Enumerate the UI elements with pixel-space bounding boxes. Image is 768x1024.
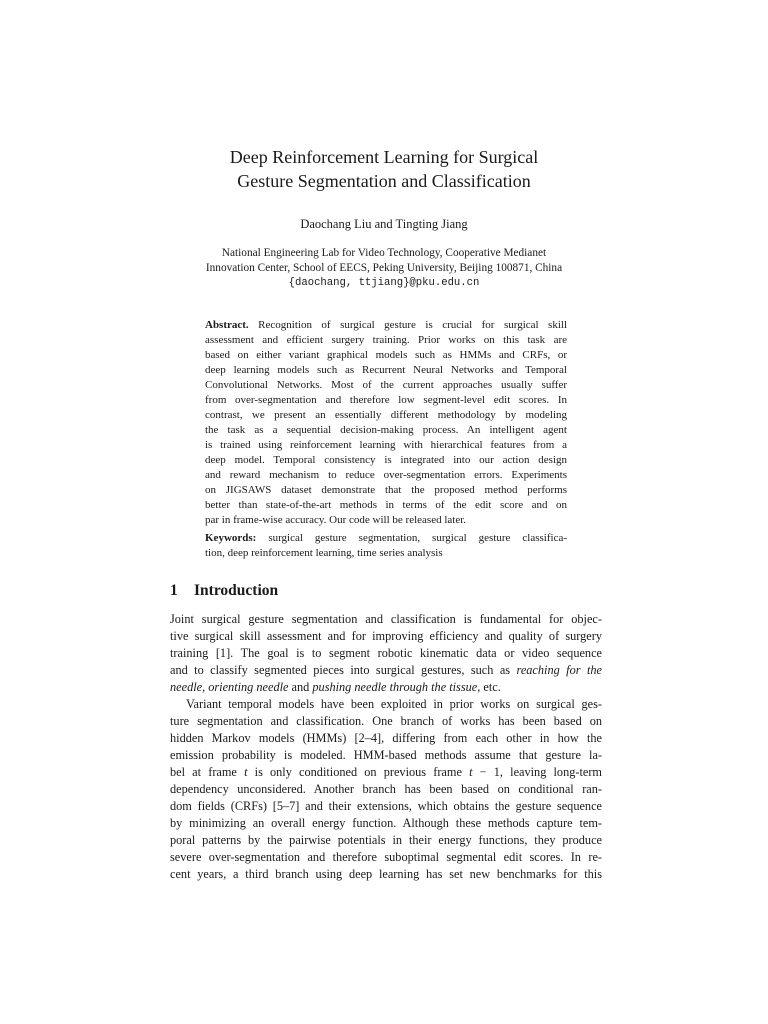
abstract-line: is trained using reinforcement learning with hierarchical features from a <box>205 439 567 451</box>
section-title: Introduction <box>194 582 279 599</box>
abstract-label: Abstract. <box>205 319 249 331</box>
abstract-line: deep learning models such as Recurrent Neural Networks and Temporal <box>205 364 567 376</box>
body-line: bel at frame t is only conditioned on previous frame t − 1, leaving long-term <box>170 765 602 779</box>
keywords <box>205 531 567 561</box>
body-line: and to classify segmented pieces into surgical gestures, such as reaching for the <box>170 663 602 677</box>
abstract-line: from over-segmentation and therefore low segment-level edit scores. In <box>205 394 567 406</box>
body-line: by minimizing an overall energy function. Although these methods capture tem- <box>170 816 602 830</box>
abstract-line: assessment and efficient surgery training. Prior works on this task are <box>205 334 567 346</box>
section-number: 1 <box>170 582 178 599</box>
body-line: emission probability is modeled. HMM-based methods assume that gesture la- <box>170 748 602 762</box>
body-line: training [1]. The goal is to segment robotic kinematic data or video sequence <box>170 646 602 660</box>
body-line: ture segmentation and classification. One branch of works has been based on <box>170 714 602 728</box>
body-line: Variant temporal models have been exploited in prior works on surgical ges- <box>186 697 602 711</box>
keywords-line: tion, deep reinforcement learning, time series analysis <box>205 547 443 559</box>
keywords-line <box>205 531 567 546</box>
introduction-body <box>170 611 602 883</box>
author-email: {daochang, ttjiang}@pku.edu.cn <box>288 277 480 289</box>
abstract-line: the task as a sequential decision-making process. An intelligent agent <box>205 424 567 436</box>
abstract-line: Convolutional Networks. Most of the current approaches usually suffer <box>205 379 567 391</box>
abstract <box>205 318 567 528</box>
body-line: cent years, a third branch using deep learning has set new benchmarks for this <box>170 867 602 881</box>
title-line: Gesture Segmentation and Classification <box>237 171 531 191</box>
section-heading <box>170 582 600 600</box>
body-line: dependency unconsidered. Another branch has been based on conditional ran- <box>170 782 602 796</box>
affiliation <box>150 246 618 291</box>
abstract-line: better than state-of-the-art methods in terms of the edit score and on <box>205 499 567 511</box>
title-line: Deep Reinforcement Learning for Surgical <box>229 147 539 167</box>
abstract-line: based on either variant graphical models such as HMMs and CRFs, or <box>205 349 567 361</box>
abstract-line: par in frame-wise accuracy. Our code will be released later. <box>205 514 467 526</box>
keywords-text: surgical gesture segmentation, surgical gesture classifica- <box>268 532 567 544</box>
body-line: severe over-segmentation and therefore suboptimal segmental edit scores. In re- <box>170 850 602 864</box>
abstract-line: contrast, we present an essentially different methodology by modeling <box>205 409 567 421</box>
body-line: tive surgical skill assessment and for improving efficiency and quality of surgery <box>170 629 602 643</box>
body-line: hidden Markov models (HMMs) [2–4], differing from each other in how the <box>170 731 602 745</box>
abstract-line <box>205 318 567 333</box>
author-list: Daochang Liu and Tingting Jiang <box>300 217 468 231</box>
abstract-line: deep model. Temporal consistency is integrated into our action design <box>205 454 567 466</box>
body-line: poral patterns by the pairwise potentials in their energy functions, they produce <box>170 833 602 847</box>
abstract-line: on JIGSAWS dataset demonstrate that the proposed method performs <box>205 484 567 496</box>
abstract-line: and reward mechanism to reduce over-segmentation errors. Experiments <box>205 469 567 481</box>
affiliation-line: National Engineering Lab for Video Technology, Cooperative Medianet <box>221 247 547 259</box>
affiliation-line: Innovation Center, School of EECS, Peking University, Beijing 100871, China <box>205 262 563 274</box>
body-line: needle, orienting needle and pushing needle through the tissue, etc. <box>170 680 501 694</box>
paper-title <box>150 145 618 193</box>
abstract-text: Recognition of surgical gesture is crucial for surgical skill <box>258 319 567 331</box>
body-line: Joint surgical gesture segmentation and classification is fundamental for objec- <box>170 612 602 626</box>
keywords-label: Keywords: <box>205 532 257 544</box>
body-line: dom fields (CRFs) [5–7] and their extensions, which obtains the gesture sequence <box>170 799 602 813</box>
